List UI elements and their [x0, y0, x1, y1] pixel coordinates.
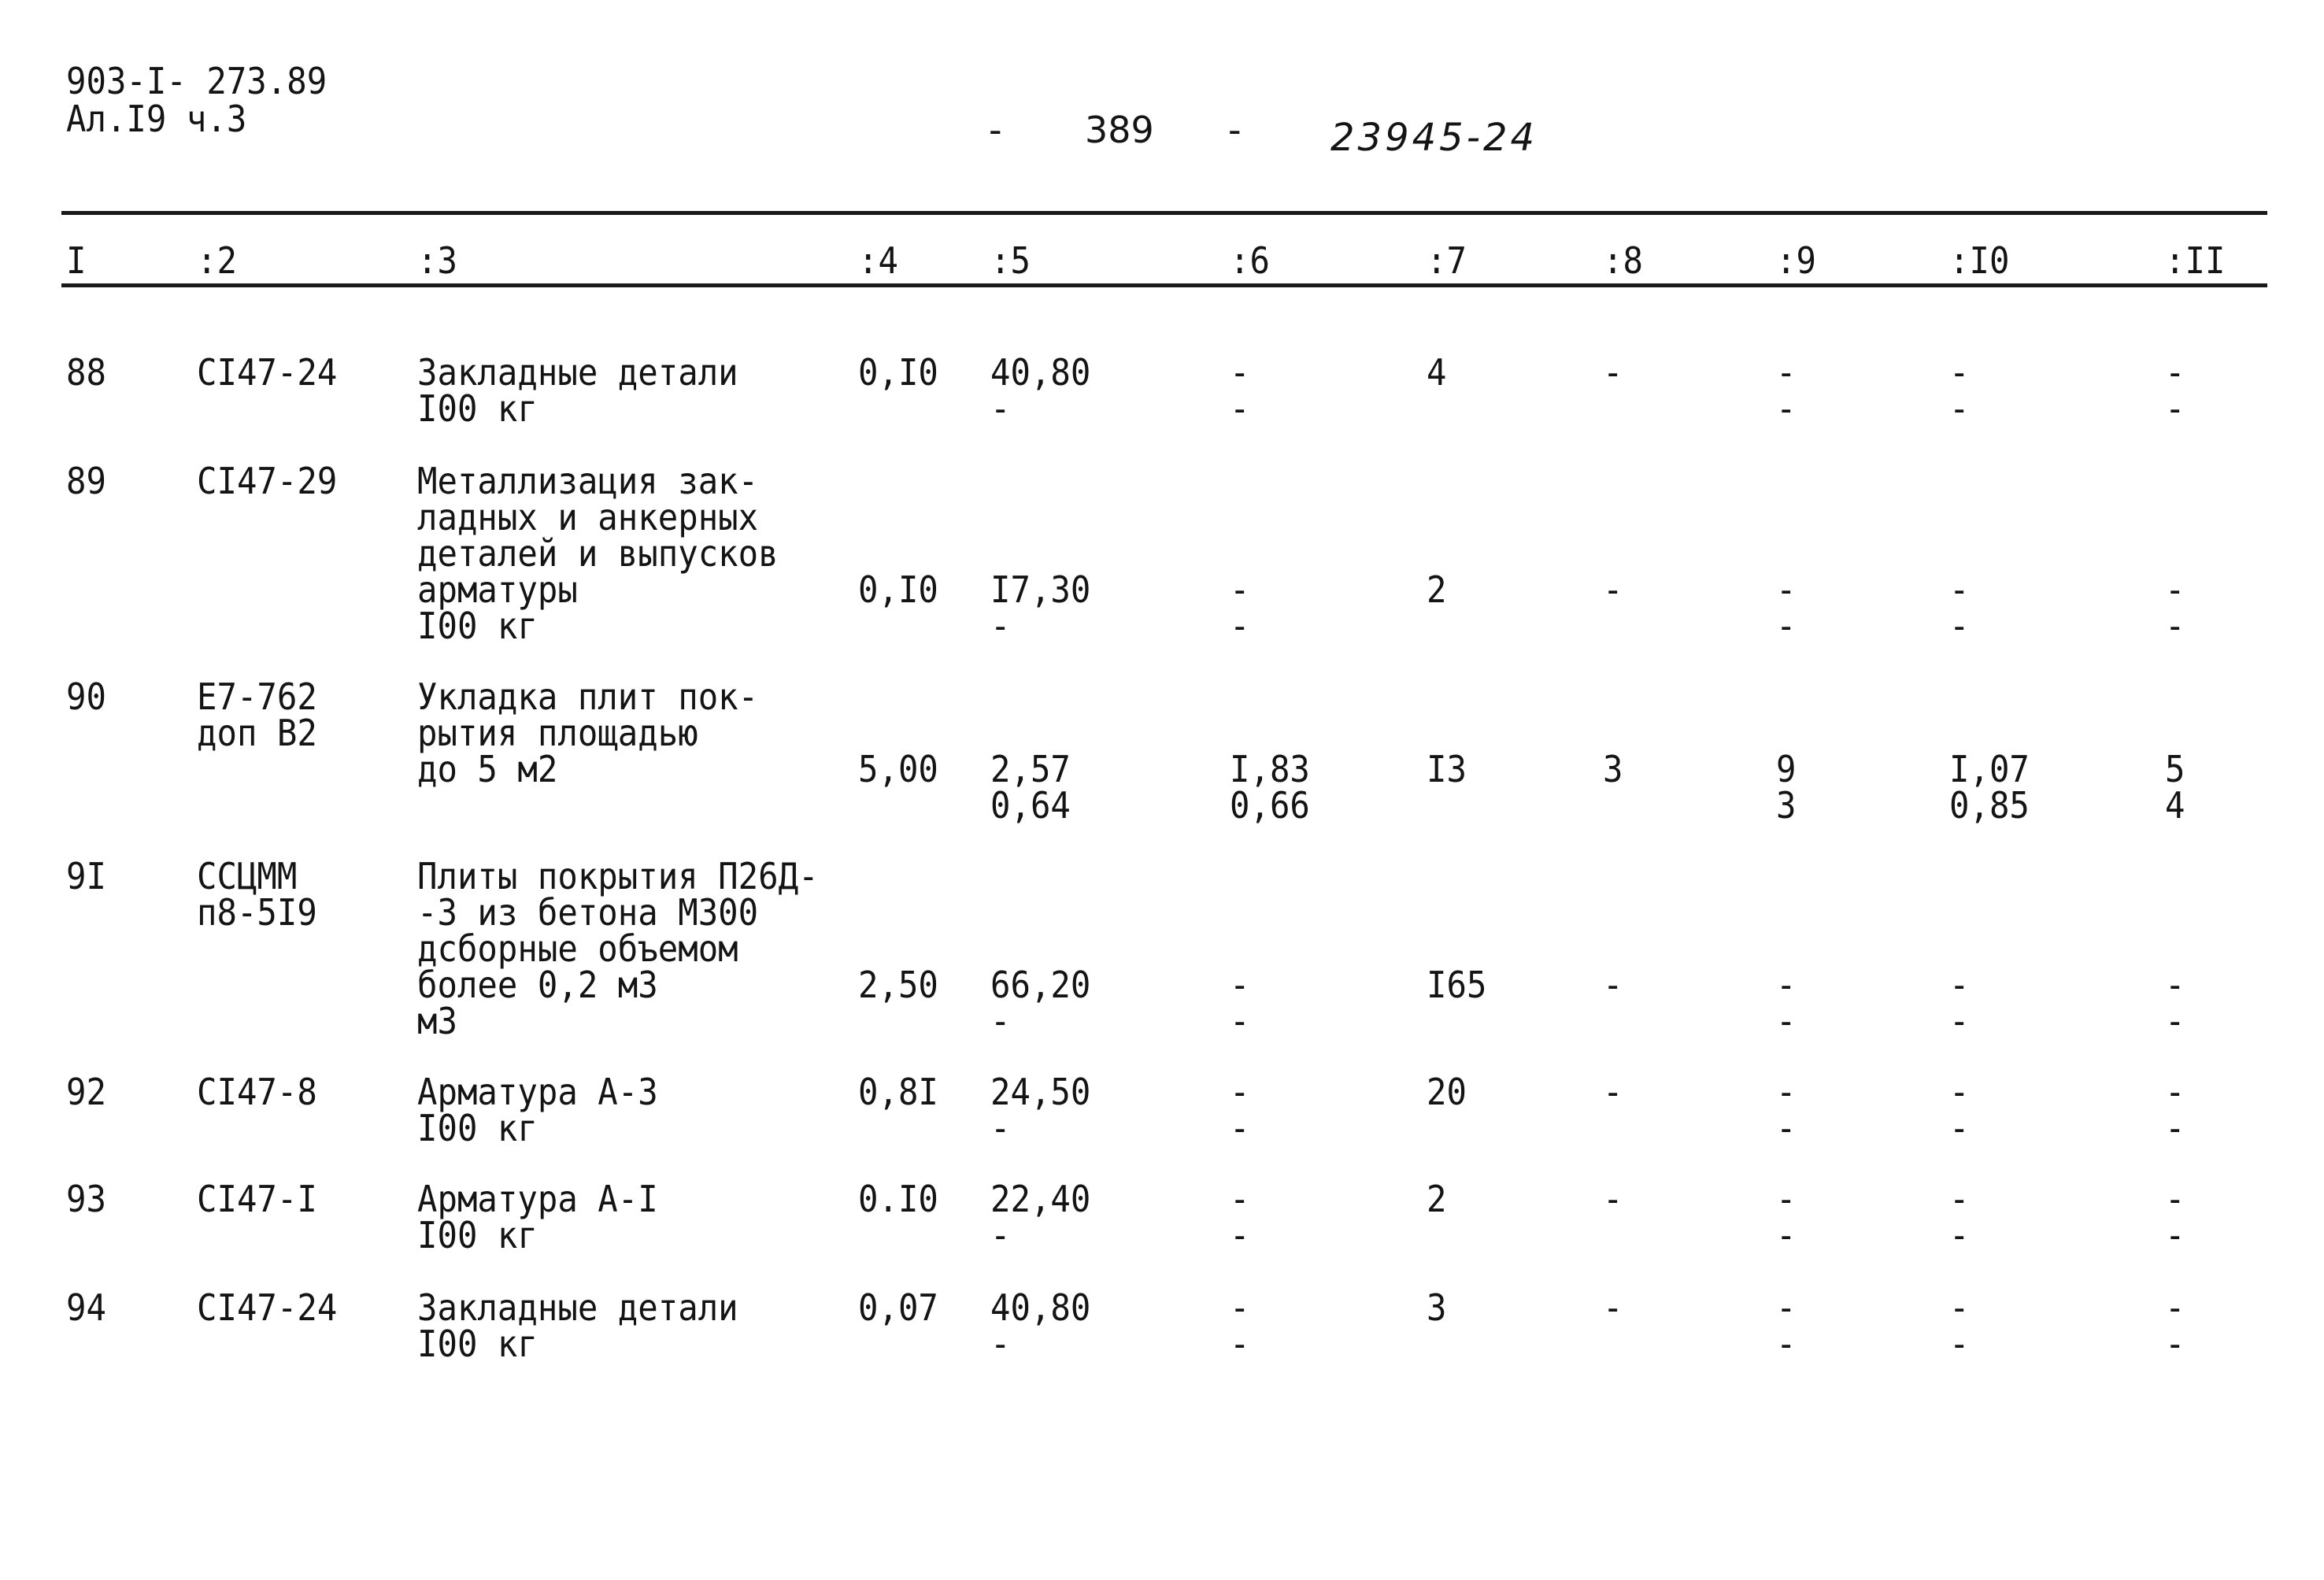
row-number: 9I	[66, 855, 106, 897]
cell-col6: -	[1230, 605, 1250, 647]
cell-col10: -	[1949, 1323, 1970, 1365]
row-code: доп В2	[197, 712, 317, 754]
cell-col9: -	[1776, 351, 1797, 394]
cell-col7: I65	[1427, 964, 1487, 1006]
row-code: CI47-8	[197, 1071, 317, 1113]
cell-col11: -	[2165, 1286, 2185, 1329]
doc-code: 903-I- 273.89	[66, 60, 328, 102]
row-description: дсборные объемом	[417, 927, 738, 970]
cell-col11: -	[2165, 1323, 2185, 1365]
cell-col6: -	[1230, 964, 1250, 1006]
cell-col7: I3	[1427, 748, 1467, 790]
row-description: деталей и выпусков	[417, 532, 779, 575]
row-description: до 5 м2	[417, 748, 558, 790]
cell-col11: -	[2165, 351, 2185, 394]
row-description: I00 кг	[417, 387, 538, 430]
cell-col5: 40,80	[990, 1286, 1091, 1329]
row-description: м3	[417, 1000, 457, 1042]
row-number: 89	[66, 460, 106, 502]
column-header-7: :7	[1427, 239, 1467, 282]
cell-col10: -	[1949, 964, 1970, 1006]
column-header-6: :6	[1230, 239, 1270, 282]
cell-col11: -	[2165, 387, 2185, 430]
cell-col10: -	[1949, 1286, 1970, 1329]
cell-col11: -	[2165, 1178, 2185, 1220]
cell-col10: -	[1949, 568, 1970, 611]
cell-col9: -	[1776, 605, 1797, 647]
handwritten-reference: 23945-24	[1330, 116, 1538, 160]
cell-col5: 66,20	[990, 964, 1091, 1006]
cell-col5: 0,64	[990, 784, 1071, 827]
column-header-2: :2	[197, 239, 237, 282]
cell-col9: -	[1776, 387, 1797, 430]
cell-col4: 0,8I	[858, 1071, 938, 1113]
cell-col9: -	[1776, 964, 1797, 1006]
cell-col6: -	[1230, 1071, 1250, 1113]
cell-col4: 0.I0	[858, 1178, 938, 1220]
header-bottom-rule	[61, 283, 2267, 287]
cell-col8: -	[1603, 351, 1623, 394]
cell-col11: 5	[2165, 748, 2185, 790]
cell-col10: -	[1949, 605, 1970, 647]
column-header-10: :I0	[1949, 239, 2010, 282]
cell-col7: 3	[1427, 1286, 1447, 1329]
cell-col8: 3	[1603, 748, 1623, 790]
cell-col6: -	[1230, 1214, 1250, 1256]
cell-col11: -	[2165, 964, 2185, 1006]
cell-col6: -	[1230, 1323, 1250, 1365]
cell-col6: -	[1230, 1286, 1250, 1329]
row-description: -3 из бетона М300	[417, 891, 759, 934]
cell-col6: -	[1230, 1107, 1250, 1149]
cell-col5: I7,30	[990, 568, 1091, 611]
cell-col5: -	[990, 605, 1011, 647]
row-description: ладных и анкерных	[417, 496, 759, 538]
cell-col9: -	[1776, 1286, 1797, 1329]
cell-col9: -	[1776, 1323, 1797, 1365]
cell-col5: 22,40	[990, 1178, 1091, 1220]
cell-col4: 0,I0	[858, 568, 938, 611]
cell-col11: -	[2165, 568, 2185, 611]
page-dash-right: -	[1228, 109, 1242, 151]
cell-col5: -	[990, 1323, 1011, 1365]
cell-col9: -	[1776, 1107, 1797, 1149]
cell-col9: -	[1776, 1071, 1797, 1113]
row-description: Закладные детали	[417, 351, 738, 394]
row-code: CI47-29	[197, 460, 338, 502]
cell-col6: 0,66	[1230, 784, 1310, 827]
row-description: I00 кг	[417, 1214, 538, 1256]
row-description: рытия площадью	[417, 712, 698, 754]
cell-col10: -	[1949, 1214, 1970, 1256]
cell-col6: -	[1230, 1000, 1250, 1042]
cell-col10: -	[1949, 351, 1970, 394]
row-description: Плиты покрытия П26Д-	[417, 855, 819, 897]
column-header-4: :4	[858, 239, 898, 282]
cell-col6: -	[1230, 387, 1250, 430]
row-number: 88	[66, 351, 106, 394]
cell-col5: -	[990, 1214, 1011, 1256]
cell-col5: -	[990, 1000, 1011, 1042]
column-header-3: :3	[417, 239, 457, 282]
row-description: Арматура А-3	[417, 1071, 658, 1113]
cell-col6: -	[1230, 351, 1250, 394]
album-ref: Ал.I9 ч.3	[66, 98, 247, 140]
column-header-11: :II	[2165, 239, 2226, 282]
cell-col10: I,07	[1949, 748, 2030, 790]
cell-col11: -	[2165, 1107, 2185, 1149]
cell-col4: 0,I0	[858, 351, 938, 394]
row-description: I00 кг	[417, 1107, 538, 1149]
cell-col9: -	[1776, 568, 1797, 611]
cell-col11: -	[2165, 1000, 2185, 1042]
row-code: E7-762	[197, 675, 317, 718]
column-header-8: :8	[1603, 239, 1643, 282]
cell-col8: -	[1603, 1071, 1623, 1113]
row-description: арматуры	[417, 568, 578, 611]
cell-col8: -	[1603, 568, 1623, 611]
row-description: Закладные детали	[417, 1286, 738, 1329]
cell-col6: -	[1230, 568, 1250, 611]
row-code: CI47-24	[197, 1286, 338, 1329]
row-code: ССЦММ	[197, 855, 298, 897]
cell-col4: 5,00	[858, 748, 938, 790]
cell-col7: 4	[1427, 351, 1447, 394]
cell-col6: -	[1230, 1178, 1250, 1220]
column-header-5: :5	[990, 239, 1031, 282]
cell-col8: -	[1603, 1178, 1623, 1220]
row-number: 90	[66, 675, 106, 718]
cell-col4: 2,50	[858, 964, 938, 1006]
cell-col10: -	[1949, 1178, 1970, 1220]
cell-col7: 2	[1427, 568, 1447, 611]
cell-col5: 2,57	[990, 748, 1071, 790]
cell-col5: 40,80	[990, 351, 1091, 394]
row-description: Арматура А-I	[417, 1178, 658, 1220]
cell-col11: 4	[2165, 784, 2185, 827]
page-number: 389	[1085, 109, 1154, 151]
cell-col5: -	[990, 387, 1011, 430]
row-description: Металлизация зак-	[417, 460, 759, 502]
row-number: 92	[66, 1071, 106, 1113]
cell-col5: 24,50	[990, 1071, 1091, 1113]
cell-col4: 0,07	[858, 1286, 938, 1329]
cell-col10: -	[1949, 387, 1970, 430]
row-description: I00 кг	[417, 1323, 538, 1365]
cell-col10: -	[1949, 1000, 1970, 1042]
row-code: CI47-24	[197, 351, 338, 394]
row-code: п8-5I9	[197, 891, 317, 934]
cell-col11: -	[2165, 1214, 2185, 1256]
cell-col9: -	[1776, 1000, 1797, 1042]
cell-col10: 0,85	[1949, 784, 2030, 827]
header-top-rule	[61, 211, 2267, 215]
cell-col7: 2	[1427, 1178, 1447, 1220]
cell-col7: 20	[1427, 1071, 1467, 1113]
cell-col11: -	[2165, 605, 2185, 647]
cell-col11: -	[2165, 1071, 2185, 1113]
column-header-9: :9	[1776, 239, 1816, 282]
row-code: CI47-I	[197, 1178, 317, 1220]
cell-col6: I,83	[1230, 748, 1310, 790]
cell-col9: -	[1776, 1214, 1797, 1256]
row-number: 93	[66, 1178, 106, 1220]
row-description: Укладка плит пок-	[417, 675, 759, 718]
cell-col10: -	[1949, 1107, 1970, 1149]
row-description: более 0,2 м3	[417, 964, 658, 1006]
cell-col5: -	[990, 1107, 1011, 1149]
row-description: I00 кг	[417, 605, 538, 647]
page-dash-left: -	[989, 109, 1002, 151]
row-number: 94	[66, 1286, 106, 1329]
cell-col9: 9	[1776, 748, 1797, 790]
cell-col10: -	[1949, 1071, 1970, 1113]
cell-col8: -	[1603, 1286, 1623, 1329]
cell-col8: -	[1603, 964, 1623, 1006]
column-header-1: I	[66, 239, 87, 282]
cell-col9: -	[1776, 1178, 1797, 1220]
cell-col9: 3	[1776, 784, 1797, 827]
